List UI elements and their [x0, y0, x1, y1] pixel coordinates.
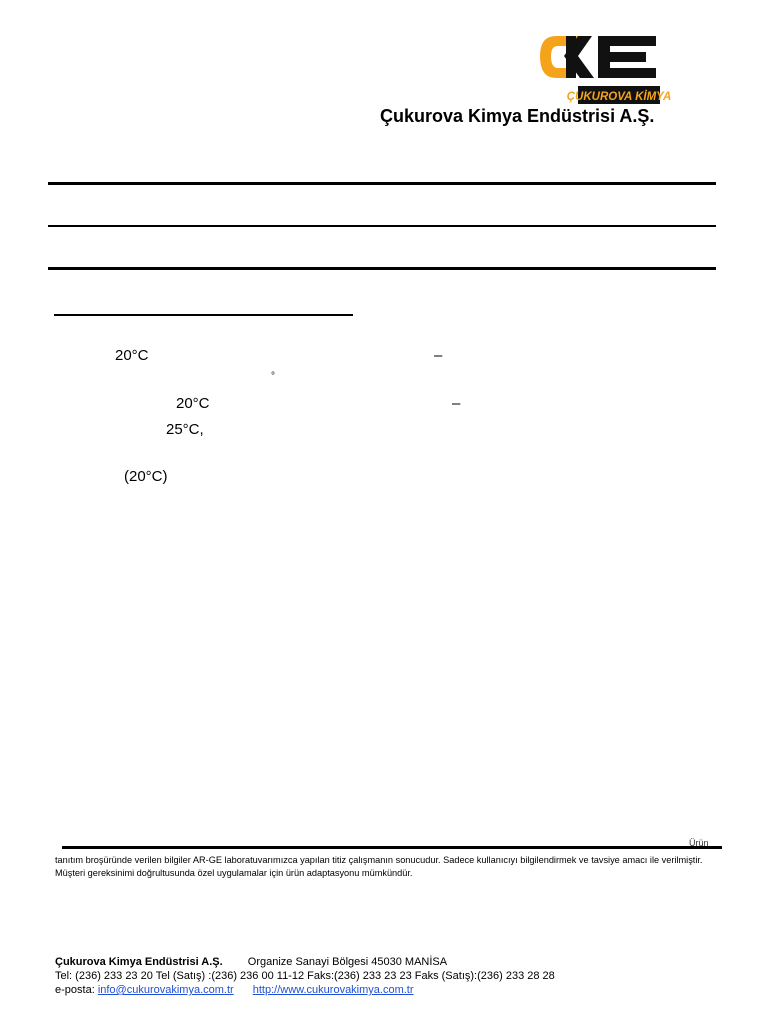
logo-tagline: ÇUKUROVA KİMYA [566, 91, 672, 103]
footer-website-link[interactable]: http://www.cukurovakimya.com.tr [252, 984, 414, 996]
spec-dash-1: – [434, 347, 443, 364]
disclaimer-rule [62, 846, 722, 849]
footer-company: Çukurova Kimya Endüstrisi A.Ş. [55, 956, 223, 968]
spec-temp-3: 25°C, [166, 421, 204, 438]
footer-email-label: e-posta: [55, 984, 95, 996]
spec-degree: ° [271, 371, 275, 382]
footer-address: Organize Sanayi Bölgesi 45030 MANİSA [247, 956, 448, 968]
header-rule-bottom [48, 267, 716, 270]
spec-temp-1: 20°C [115, 347, 149, 364]
spec-temp-2: 20°C [176, 395, 210, 412]
spec-dash-2: – [452, 395, 461, 412]
header-rule-top [48, 182, 716, 185]
footer-email-line [55, 983, 414, 997]
header-rule-middle [48, 225, 716, 227]
company-logo [536, 32, 672, 106]
footer-phones: Tel: (236) 233 23 20 Tel (Satış) :(236) 236 00 11-12 Faks:(236) 233 23 23 Faks (Satış):(236) 233 28 28 [55, 970, 555, 982]
spec-temp-4: (20°C) [124, 468, 168, 485]
section-heading-underline [54, 314, 353, 316]
company-title: Çukurova Kimya Endüstrisi A.Ş. [380, 106, 655, 126]
footer-company-line [55, 955, 447, 969]
footer-email-link[interactable]: info@cukurovakimya.com.tr [97, 984, 234, 996]
disclaimer-urun: Ürün [689, 838, 709, 848]
disclaimer-line-2: Müşteri gereksinimi doğrultusunda özel uygulamalar için ürün adaptasyonu mümkündür. [55, 868, 413, 878]
disclaimer-line-1: tanıtım broşüründe verilen bilgiler AR-GE laboratuvarımızca yapılan titiz çalışmanın sonucudur. Sadece kullanıcıyı bilgilendirmek ve tavsiye amacı ile verilmiştir. [55, 855, 703, 865]
